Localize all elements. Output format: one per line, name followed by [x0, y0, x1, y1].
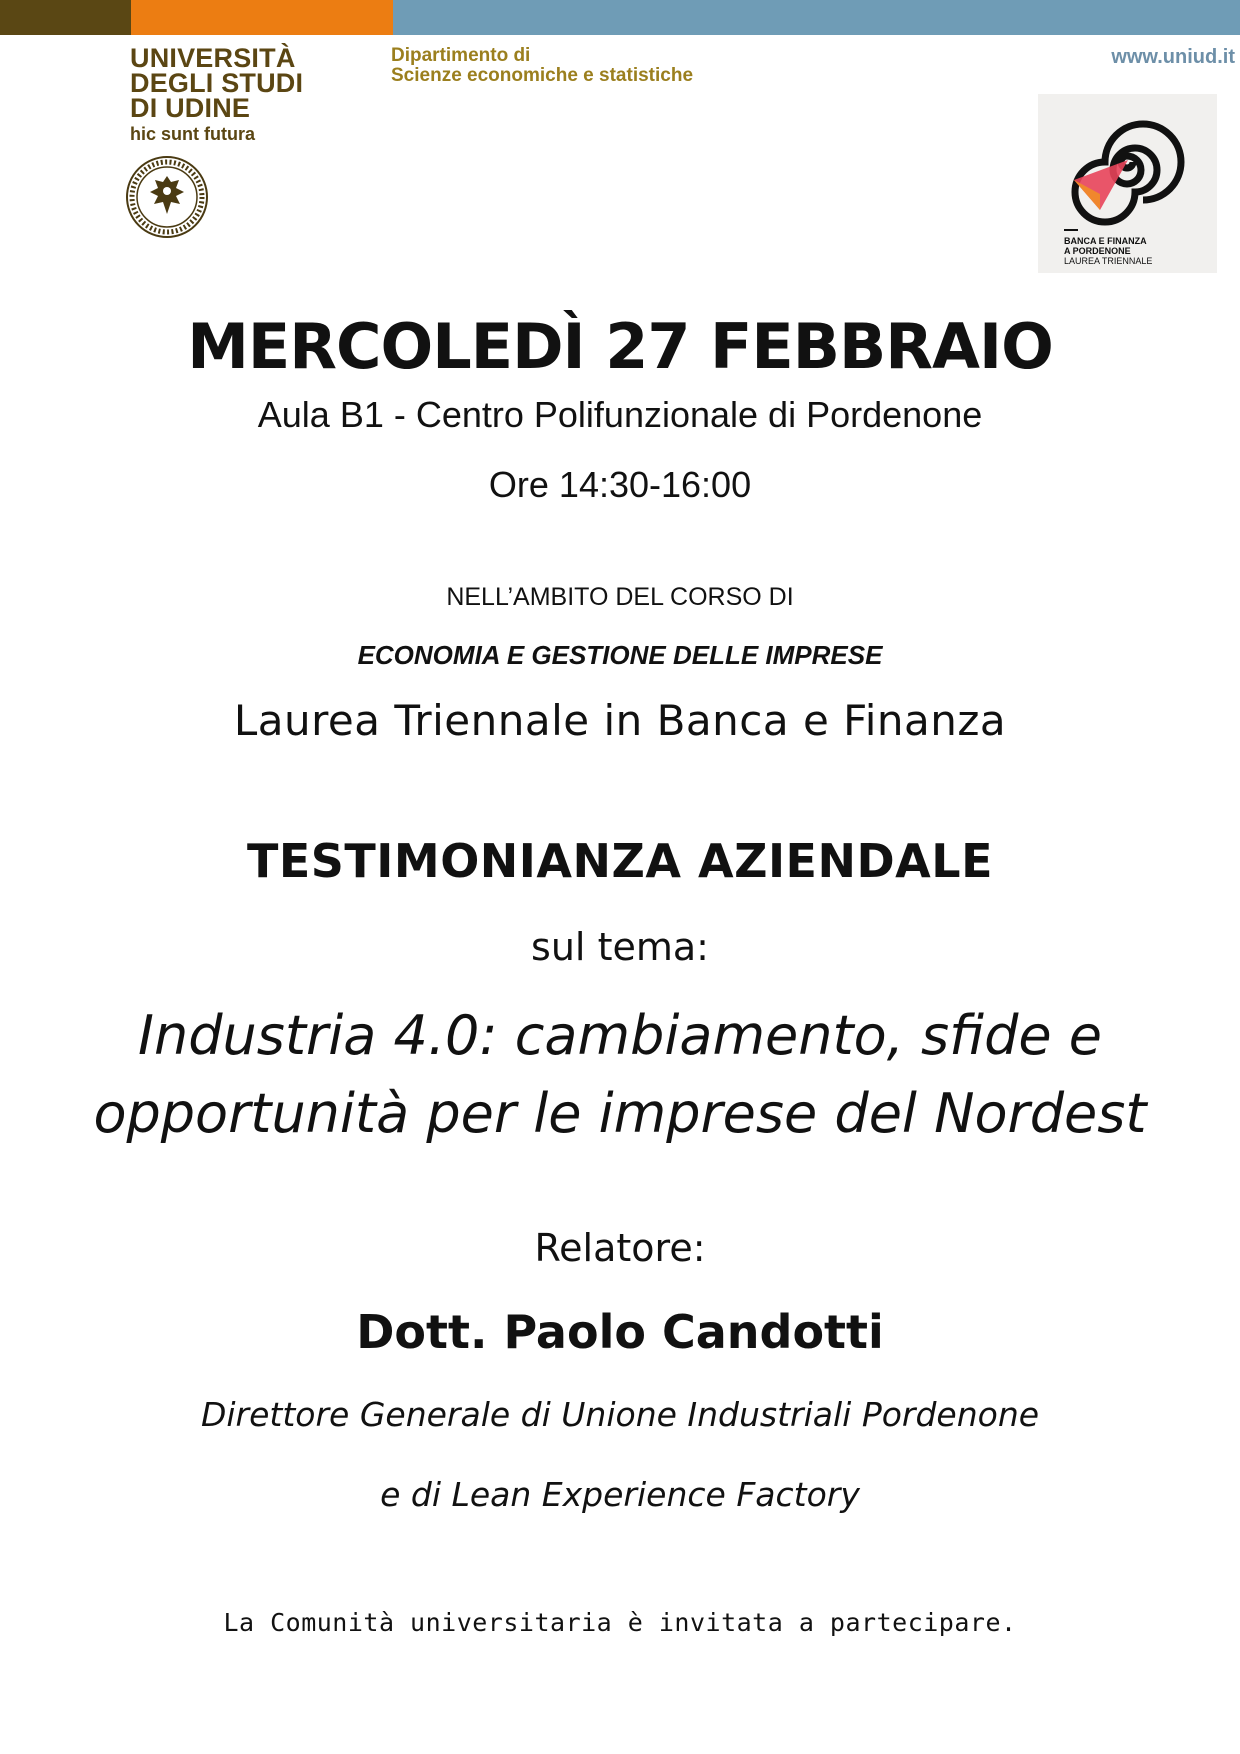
university-motto: hic sunt futura: [130, 124, 255, 144]
university-name: [130, 43, 370, 145]
top-bar-blue-segment: [393, 0, 1240, 35]
event-venue: Aula B1 - Centro Polifunzionale di Pordenone: [257, 394, 983, 435]
program-logo-line-2: A PORDENONE: [1064, 246, 1131, 256]
program-logo-line-1: BANCA E FINANZA: [1064, 236, 1147, 246]
event-type-heading: TESTIMONIANZA AZIENDALE: [247, 834, 993, 888]
course-intro: NELL’AMBITO DEL CORSO DI: [446, 583, 794, 611]
course-name: ECONOMIA E GESTIONE DELLE IMPRESE: [357, 640, 883, 670]
department-line-2: Scienze economiche e statistiche: [391, 65, 694, 86]
event-theme: [0, 997, 1240, 1153]
university-name-line-3: DI UDINE: [130, 93, 251, 123]
program-logo-rule: [1064, 229, 1078, 231]
speaker-role-line-2: e di Lean Experience Factory: [380, 1475, 860, 1514]
top-color-bar: [0, 0, 1240, 35]
program-logo-line-3: LAUREA TRIENNALE: [1064, 256, 1153, 266]
university-seal-icon: [124, 154, 210, 240]
university-name-line-1: UNIVERSITÀ: [130, 43, 296, 73]
speaker-label: Relatore:: [534, 1226, 706, 1270]
speaker-role-line-1: Direttore Generale di Unione Industriali Pordenone: [200, 1395, 1040, 1434]
department-name: [391, 46, 693, 86]
event-hours: Ore 14:30-16:00: [488, 464, 752, 505]
top-bar-brown-segment: [0, 0, 131, 35]
degree-name: Laurea Triennale in Banca e Finanza: [233, 696, 1007, 745]
university-name-line-2: DEGLI STUDI: [130, 68, 304, 98]
program-logo-text: [1064, 236, 1214, 266]
website-link[interactable]: www.uniud.it: [1111, 46, 1235, 68]
theme-label: sul tema:: [531, 925, 709, 969]
event-theme-line-1: Industria 4.0: cambiamento, sfide e: [138, 1004, 1102, 1067]
speaker-name: Dott. Paolo Candotti: [356, 1305, 884, 1359]
department-line-1: Dipartimento di: [391, 45, 531, 66]
invitation-note: La Comunità universitaria è invitata a partecipare.: [223, 1608, 1017, 1637]
top-bar-orange-segment: [131, 0, 393, 35]
event-theme-line-2: opportunità per le imprese del Nordest: [93, 1082, 1147, 1145]
event-date: MERCOLEDÌ 27 FEBBRAIO: [187, 310, 1053, 383]
